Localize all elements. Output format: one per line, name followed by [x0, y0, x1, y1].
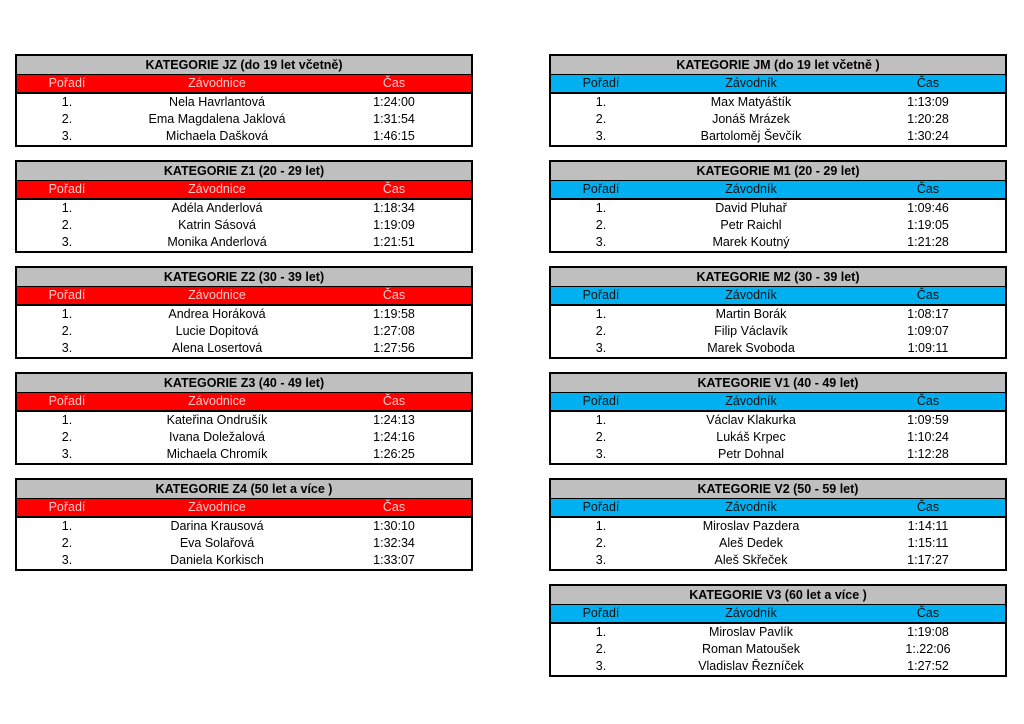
header-time: Čas [916, 394, 940, 408]
rank-cell: 1. [61, 519, 73, 533]
table-row [551, 128, 1005, 145]
table-header [17, 499, 471, 518]
table-title: KATEGORIE M2 (30 - 39 let) [551, 268, 1005, 287]
table-z4 [15, 478, 473, 571]
header-name: Závodník [725, 182, 777, 196]
time-cell: 1:21:51 [373, 235, 415, 249]
table-row [551, 234, 1005, 251]
table-v3 [549, 584, 1007, 677]
table-m2 [549, 266, 1007, 359]
table-row [551, 518, 1005, 535]
table-title: KATEGORIE V3 (60 let a více ) [551, 586, 1005, 605]
header-time: Čas [382, 394, 406, 408]
table-row [551, 306, 1005, 323]
header-time: Čas [916, 500, 940, 514]
header-rank: Pořadí [48, 500, 86, 514]
time-cell: 1:19:58 [373, 307, 415, 321]
time-cell: 1:24:00 [373, 95, 415, 109]
rank-cell: 1. [595, 201, 607, 215]
header-rank: Pořadí [582, 288, 620, 302]
time-cell: 1:26:25 [373, 447, 415, 461]
name-cell: Marek Svoboda [707, 341, 795, 355]
name-cell: Max Matyáštík [710, 95, 792, 109]
header-time: Čas [382, 182, 406, 196]
time-cell: 1:.22:06 [905, 642, 951, 656]
rank-cell: 2. [61, 324, 73, 338]
table-m1 [549, 160, 1007, 253]
header-rank: Pořadí [582, 394, 620, 408]
time-cell: 1:10:24 [907, 430, 949, 444]
time-cell: 1:17:27 [907, 553, 949, 567]
time-cell: 1:19:05 [907, 218, 949, 232]
table-z2 [15, 266, 473, 359]
time-cell: 1:20:28 [907, 112, 949, 126]
rank-cell: 3. [595, 129, 607, 143]
table-row [17, 535, 471, 552]
rank-cell: 2. [595, 112, 607, 126]
table-row [17, 306, 471, 323]
rank-cell: 3. [595, 235, 607, 249]
time-cell: 1:24:13 [373, 413, 415, 427]
rank-cell: 2. [595, 218, 607, 232]
table-title: KATEGORIE V2 (50 - 59 let) [551, 480, 1005, 499]
header-rank: Pořadí [48, 394, 86, 408]
table-row [551, 552, 1005, 569]
header-name: Závodník [725, 76, 777, 90]
table-title: KATEGORIE Z1 (20 - 29 let) [17, 162, 471, 181]
time-cell: 1:09:11 [907, 341, 949, 355]
time-cell: 1:15:11 [907, 536, 949, 550]
rank-cell: 2. [61, 112, 73, 126]
table-title: KATEGORIE Z3 (40 - 49 let) [17, 374, 471, 393]
rank-cell: 3. [61, 341, 73, 355]
table-row [551, 200, 1005, 217]
time-cell: 1:18:34 [373, 201, 415, 215]
table-row [17, 518, 471, 535]
table-v1 [549, 372, 1007, 465]
header-time: Čas [382, 500, 406, 514]
name-cell: Lukáš Krpec [716, 430, 786, 444]
name-cell: Vladislav Řezníček [698, 659, 804, 673]
name-cell: Alena Losertová [171, 341, 263, 355]
header-name: Závodnice [188, 288, 246, 302]
table-title: KATEGORIE JZ (do 19 let včetně) [17, 56, 471, 75]
table-row [17, 340, 471, 357]
table-row [551, 641, 1005, 658]
rank-cell: 1. [595, 413, 607, 427]
header-time: Čas [916, 76, 940, 90]
time-cell: 1:09:07 [907, 324, 949, 338]
name-cell: Michaela Dašková [165, 129, 269, 143]
name-cell: Michaela Chromík [166, 447, 268, 461]
header-rank: Pořadí [48, 288, 86, 302]
table-header [551, 393, 1005, 412]
table-row [17, 429, 471, 446]
name-cell: David Pluhař [715, 201, 787, 215]
name-cell: Monika Anderlová [167, 235, 267, 249]
table-header [17, 75, 471, 94]
time-cell: 1:12:28 [907, 447, 949, 461]
header-time: Čas [916, 606, 940, 620]
name-cell: Bartoloměj Ševčík [700, 129, 802, 143]
table-row [551, 94, 1005, 111]
table-title: KATEGORIE Z4 (50 let a více ) [17, 480, 471, 499]
name-cell: Daniela Korkisch [170, 553, 264, 567]
name-cell: Miroslav Pavlík [708, 625, 794, 639]
name-cell: Kateřina Ondrušík [166, 413, 268, 427]
rank-cell: 1. [595, 625, 607, 639]
table-v2 [549, 478, 1007, 571]
table-title: KATEGORIE JM (do 19 let včetně ) [551, 56, 1005, 75]
header-name: Závodník [725, 288, 777, 302]
table-row [551, 658, 1005, 675]
name-cell: Václav Klakurka [706, 413, 796, 427]
table-row [551, 624, 1005, 641]
table-title: KATEGORIE M1 (20 - 29 let) [551, 162, 1005, 181]
rank-cell: 1. [61, 307, 73, 321]
time-cell: 1:33:07 [373, 553, 415, 567]
header-time: Čas [916, 182, 940, 196]
time-cell: 1:24:16 [373, 430, 415, 444]
rank-cell: 1. [595, 307, 607, 321]
table-row [17, 94, 471, 111]
header-rank: Pořadí [582, 76, 620, 90]
name-cell: Andrea Horáková [168, 307, 266, 321]
name-cell: Martin Borák [715, 307, 787, 321]
table-row [551, 340, 1005, 357]
name-cell: Darina Krausová [170, 519, 264, 533]
rank-cell: 1. [61, 95, 73, 109]
header-rank: Pořadí [582, 606, 620, 620]
name-cell: Roman Matoušek [702, 642, 800, 656]
table-row [551, 535, 1005, 552]
time-cell: 1:30:10 [373, 519, 415, 533]
name-cell: Miroslav Pazdera [702, 519, 800, 533]
name-cell: Aleš Dedek [719, 536, 783, 550]
table-row [551, 323, 1005, 340]
header-time: Čas [916, 288, 940, 302]
rank-cell: 1. [61, 413, 73, 427]
table-z1 [15, 160, 473, 253]
header-rank: Pořadí [582, 182, 620, 196]
name-cell: Marek Koutný [712, 235, 790, 249]
time-cell: 1:32:34 [373, 536, 415, 550]
name-cell: Petr Raichl [720, 218, 782, 232]
time-cell: 1:09:59 [907, 413, 949, 427]
rank-cell: 2. [61, 536, 73, 550]
name-cell: Jonáš Mrázek [712, 112, 790, 126]
header-name: Závodnice [188, 76, 246, 90]
name-cell: Ivana Doležalová [169, 430, 265, 444]
header-rank: Pořadí [48, 76, 86, 90]
name-cell: Nela Havrlantová [169, 95, 265, 109]
time-cell: 1:14:11 [907, 519, 949, 533]
table-z3 [15, 372, 473, 465]
rank-cell: 2. [61, 218, 73, 232]
rank-cell: 3. [595, 659, 607, 673]
name-cell: Petr Dohnal [717, 447, 784, 461]
table-row [551, 111, 1005, 128]
rank-cell: 1. [595, 95, 607, 109]
table-header [551, 605, 1005, 624]
table-jm [549, 54, 1007, 147]
rank-cell: 2. [595, 430, 607, 444]
header-name: Závodnice [188, 182, 246, 196]
header-name: Závodnice [188, 394, 246, 408]
name-cell: Katrin Sásová [178, 218, 256, 232]
header-name: Závodník [725, 606, 777, 620]
table-row [551, 217, 1005, 234]
time-cell: 1:27:56 [373, 341, 415, 355]
name-cell: Adéla Anderlová [171, 201, 263, 215]
table-row [17, 200, 471, 217]
table-header [551, 181, 1005, 200]
table-jz [15, 54, 473, 147]
header-time: Čas [382, 76, 406, 90]
table-header [17, 181, 471, 200]
table-row [551, 446, 1005, 463]
header-rank: Pořadí [582, 500, 620, 514]
table-title: KATEGORIE V1 (40 - 49 let) [551, 374, 1005, 393]
rank-cell: 3. [61, 553, 73, 567]
table-row [17, 128, 471, 145]
header-name: Závodník [725, 500, 777, 514]
table-header [551, 499, 1005, 518]
name-cell: Lucie Dopitová [175, 324, 259, 338]
table-row [551, 429, 1005, 446]
name-cell: Aleš Skřeček [714, 553, 788, 567]
header-time: Čas [382, 288, 406, 302]
table-row [17, 111, 471, 128]
table-row [17, 323, 471, 340]
table-header [17, 287, 471, 306]
time-cell: 1:21:28 [907, 235, 949, 249]
table-row [551, 412, 1005, 429]
table-row [17, 552, 471, 569]
rank-cell: 1. [61, 201, 73, 215]
rank-cell: 2. [595, 536, 607, 550]
name-cell: Ema Magdalena Jaklová [148, 112, 286, 126]
time-cell: 1:08:17 [907, 307, 949, 321]
time-cell: 1:31:54 [373, 112, 415, 126]
rank-cell: 2. [61, 430, 73, 444]
header-rank: Pořadí [48, 182, 86, 196]
time-cell: 1:19:08 [907, 625, 949, 639]
table-header [551, 75, 1005, 94]
rank-cell: 2. [595, 642, 607, 656]
rank-cell: 3. [61, 129, 73, 143]
name-cell: Filip Václavík [714, 324, 788, 338]
time-cell: 1:27:08 [373, 324, 415, 338]
time-cell: 1:09:46 [907, 201, 949, 215]
rank-cell: 1. [595, 519, 607, 533]
name-cell: Eva Solařová [179, 536, 255, 550]
table-row [17, 446, 471, 463]
table-title: KATEGORIE Z2 (30 - 39 let) [17, 268, 471, 287]
table-header [17, 393, 471, 412]
rank-cell: 2. [595, 324, 607, 338]
rank-cell: 3. [595, 447, 607, 461]
rank-cell: 3. [595, 553, 607, 567]
time-cell: 1:27:52 [907, 659, 949, 673]
header-name: Závodnice [188, 500, 246, 514]
rank-cell: 3. [61, 235, 73, 249]
time-cell: 1:46:15 [373, 129, 415, 143]
header-name: Závodník [725, 394, 777, 408]
rank-cell: 3. [61, 447, 73, 461]
table-row [17, 234, 471, 251]
table-row [17, 412, 471, 429]
table-row [17, 217, 471, 234]
time-cell: 1:13:09 [907, 95, 949, 109]
time-cell: 1:19:09 [373, 218, 415, 232]
table-header [551, 287, 1005, 306]
time-cell: 1:30:24 [907, 129, 949, 143]
rank-cell: 3. [595, 341, 607, 355]
